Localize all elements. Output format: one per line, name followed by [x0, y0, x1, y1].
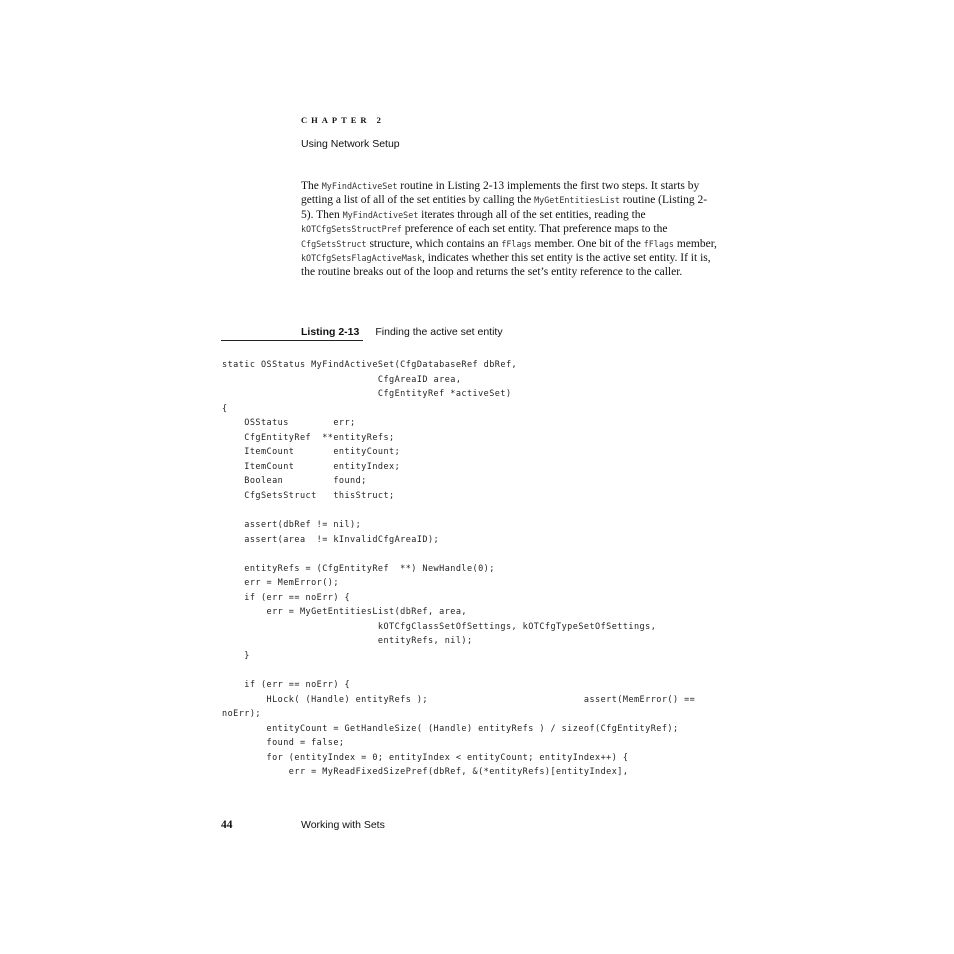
code-listing: static OSStatus MyFindActiveSet(CfgDatabaseRef dbRef, CfgAreaID area, CfgEntityRef *activeSet) { OSStatus err; CfgEntityRef **entityRefs; ItemCount entityCount; ItemCount entityIndex; Boolean found; CfgSetsStruct thisStruct; assert(dbRef != nil); assert(area != kInvalidCfgAreaID); entityRefs = (CfgEntityRef **) NewHandle(0); err = MemError(); if (err == noErr) { err = MyGetEntitiesList(dbRef, area, kOTCfgClassSetOfSettings, kOTCfgTypeSetOfSettings, entityRefs, nil); } if (err == noErr) { HLock( (Handle) entityRefs ); assert(MemError() == noErr); entityCount = GetHandleSize( (Handle) entityRefs ) / sizeof(CfgEntityRef); found = false; for (entityIndex = 0; entityIndex < entityCount; entityIndex++) { err = MyReadFixedSizePref(dbRef, &(*entityRefs)[entityIndex],	[222, 360, 696, 778]
text-run: The	[301, 180, 322, 192]
listing-caption	[301, 326, 503, 338]
chapter-title: Using Network Setup	[301, 138, 400, 150]
code-term: CfgSetsStruct	[301, 238, 367, 249]
code-term: kOTCfgSetsFlagActiveMask	[301, 253, 423, 264]
text-run: , indicates whether this set entity is the active set entity. If it is, the routine breaks out of the loop and returns the set’s entity reference to the caller.	[301, 252, 711, 279]
listing-rule	[221, 340, 363, 341]
chapter-label: CHAPTER 2	[301, 115, 385, 125]
code-term: fFlags	[643, 238, 674, 249]
listing-title: Finding the active set entity	[375, 326, 503, 338]
text-run: iterates through all of the set entities, reading the	[418, 208, 646, 221]
text-run: structure, which contains an	[366, 237, 502, 250]
code-term: fFlags	[501, 238, 532, 249]
text-run: routine (Listing 2-5). Then	[301, 194, 708, 221]
listing-label: Listing 2-13	[301, 326, 360, 338]
page-number: 44	[221, 819, 233, 831]
code-term: kOTCfgSetsStructPref	[301, 224, 402, 235]
text-run: member,	[673, 237, 717, 250]
footer-section-title: Working with Sets	[301, 819, 385, 831]
body-paragraph	[301, 179, 717, 280]
code-term: MyFindActiveSet	[321, 181, 398, 191]
text-run: preference of each set entity. That preference maps to the	[401, 223, 668, 236]
code-term: MyFindActiveSet	[342, 209, 419, 220]
code-term: MyGetEntitiesList	[534, 195, 620, 206]
text-run: routine in Listing 2-13 implements the first two steps. It starts by getting a list of all of the set entities by calling the	[301, 180, 700, 207]
text-run: member. One bit of the	[531, 237, 644, 250]
